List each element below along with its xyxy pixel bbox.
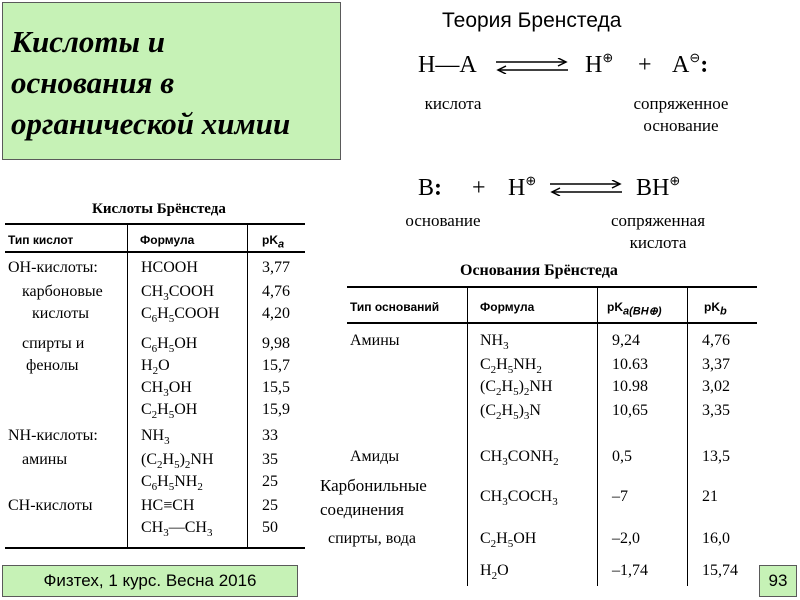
acids-row-pk: 15,5 xyxy=(262,379,290,396)
acids-row-formula: $NH_3$ xyxy=(141,427,170,448)
acids-row-pk: 33 xyxy=(262,427,278,444)
acids-row-type: карбоновые xyxy=(22,283,103,300)
bases-row-pka: 10,65 xyxy=(612,402,648,419)
eq1-plus: + xyxy=(638,52,652,78)
bases-row-pkb: 3,37 xyxy=(702,356,730,373)
acids-row-formula: $C_6H_5COOH$ xyxy=(141,305,220,326)
bases-header-pka: pK xyxy=(607,300,623,314)
title-line-1: Кислоты и xyxy=(11,24,166,59)
page-number: 93 xyxy=(759,565,797,597)
acids-row-pk: 25 xyxy=(262,473,278,490)
bases-row-pka: 10.98 xyxy=(612,378,648,395)
acids-row-formula: $C_6H_5OH$ xyxy=(141,335,198,356)
acids-header-type: Тип кислот xyxy=(8,233,74,247)
bases-header-pkb: pK xyxy=(704,300,720,314)
bases-table: Основания Брёнстеда Тип оснований Формула $pK_{a(BH\oplus)}$ $pK_b$ Амины $NH_3$ 9,24 4,76 $C_2H_5NH_2$ 10.63 3,37 $(C_2H_5)_2NH$ 10.98 3,02 $(C_2H_5)_3N$ 10,65 3,35 Амиды $CH_3CONH_2$ 0,5 13,5 Карбонильные соединения $CH_3COCH_3$ –7 21 спирты, вода $C_2H_5OH$ –2,0 16,0 $H_2O$ –1,74 15,74 xyxy=(312,258,762,588)
acids-header-formula: Формула xyxy=(140,233,195,247)
label-conj-acid-1: сопряженная xyxy=(610,211,706,230)
acids-row-pk: 35 xyxy=(262,451,278,468)
label-conj-base-1: сопряженное xyxy=(633,94,729,113)
acids-table-title: Кислоты Брёнстеда xyxy=(92,201,226,217)
eq1-a: A xyxy=(672,52,690,78)
acids-row-pk: 15,7 xyxy=(262,357,290,374)
bases-header-formula: Формула xyxy=(480,300,535,314)
acids-row-formula: $C_2H_5OH$ xyxy=(141,401,198,422)
equilibrium-arrow-2 xyxy=(548,180,624,196)
bases-row-type: Карбонильные xyxy=(320,476,427,495)
bases-row-pka: –7 xyxy=(612,488,628,505)
acids-row-formula: $C_6H_5NH_2$ xyxy=(141,473,203,494)
acids-row-pk: 4,76 xyxy=(262,283,290,300)
bases-row-formula: $C_2H_5OH$ xyxy=(480,530,537,551)
bases-row-formula: $(C_2H_5)_3N$ xyxy=(480,402,541,423)
bases-row-type: Амины xyxy=(350,332,400,349)
eq2-b: B xyxy=(418,175,435,201)
acids-row-formula: $CH_3COOH$ xyxy=(141,283,215,304)
label-base: основание xyxy=(405,211,481,230)
title-line-2: основания в xyxy=(11,65,175,100)
bases-row-pkb: 13,5 xyxy=(702,448,730,465)
eq1-h: H xyxy=(585,52,603,78)
acids-row-type: спирты и xyxy=(22,335,85,352)
bases-row-formula: $NH_3$ xyxy=(480,332,509,353)
acids-row-pk: 15,9 xyxy=(262,401,290,418)
footer-label: Физтех, 1 курс. Весна 2016 xyxy=(2,565,298,597)
label-conj-acid-2: кислота xyxy=(629,233,687,252)
bases-row-formula: $(C_2H_5)_2NH$ xyxy=(480,378,553,399)
acids-header-pk: pK xyxy=(262,233,278,247)
eq2-h: H xyxy=(508,175,526,201)
acids-row-type: NH-кислоты: xyxy=(8,427,98,444)
bases-row-pka: 0,5 xyxy=(612,448,632,465)
bases-row-pka: 9,24 xyxy=(612,332,640,349)
bases-header-type: Тип оснований xyxy=(350,300,440,314)
bases-row-formula: $C_2H_5NH_2$ xyxy=(480,356,542,377)
equilibrium-arrow-1 xyxy=(494,58,570,74)
bases-row-type: соединения xyxy=(320,500,404,519)
theory-heading: Теория Бренстеда xyxy=(442,9,622,32)
bases-row-pkb: 4,76 xyxy=(702,332,730,349)
acids-row-pk: 9,98 xyxy=(262,335,290,352)
title-box xyxy=(2,2,341,160)
plus-charge-icon-2: ⊕ xyxy=(525,173,537,188)
acids-table: Кислоты Брёнстеда Тип кислот Формула $pK_a$ OH-кислоты: HCOOH 3,77 карбоновые $CH_3COOH$ 4,76 кислоты $C_6H_5COOH$ 4,20 спирты и $C_6H_5OH$ 9,98 фенолы $H_2O$ 15,7 $CH_3OH$ 15,5 $C_2H_5OH$ 15,9 NH-кислоты: $NH_3$ 33 амины $(C_2H_5)_2NH$ 35 $C_6H_5NH_2$ 25 CH-кислоты HC≡CH 25 $CH_3—CH_3$ 50 xyxy=(0,195,310,555)
bases-row-formula: $H_2O$ xyxy=(480,562,509,583)
acids-row-pk: 3,77 xyxy=(262,259,290,276)
plus-charge-icon-3: ⊕ xyxy=(669,173,681,188)
label-conj-base-2: основание xyxy=(643,116,719,135)
title-line-3: органической химии xyxy=(11,106,291,141)
eq1-left: H—A xyxy=(418,52,477,78)
bases-row-pka: –1,74 xyxy=(612,562,648,579)
acids-row-formula: $H_2O$ xyxy=(141,357,170,378)
bases-row-pkb: 21 xyxy=(702,488,718,505)
bases-row-formula: $CH_3CONH_2$ xyxy=(480,448,559,469)
bases-row-pkb: 15,74 xyxy=(702,562,738,579)
bases-row-pka: 10.63 xyxy=(612,356,648,373)
acids-row-type: фенолы xyxy=(26,357,79,374)
bases-row-pkb: 3,02 xyxy=(702,378,730,395)
bases-row-formula: $CH_3COCH_3$ xyxy=(480,488,558,509)
acids-row-type: амины xyxy=(22,451,68,468)
bases-row-type: спирты, вода xyxy=(328,530,416,547)
bases-row-pkb: 3,35 xyxy=(702,402,730,419)
label-acid: кислота xyxy=(424,94,482,113)
acids-row-formula: $(C_2H_5)_2NH$ xyxy=(141,451,214,472)
eq2-bh: BH xyxy=(636,175,670,201)
bases-row-type: Амиды xyxy=(350,448,400,465)
acids-row-formula: HCOOH xyxy=(141,259,198,276)
eq2-plus: + xyxy=(472,175,486,201)
minus-charge-icon: ⊖ xyxy=(689,50,701,65)
acids-row-pk: 50 xyxy=(262,519,278,536)
bases-row-pka: –2,0 xyxy=(612,530,640,547)
acids-row-pk: 25 xyxy=(262,497,278,514)
acids-row-formula: $CH_3—CH_3$ xyxy=(141,519,213,540)
acids-row-type: OH-кислоты: xyxy=(8,259,98,276)
acids-row-type: кислоты xyxy=(32,305,89,322)
acids-row-pk: 4,20 xyxy=(262,305,290,322)
plus-charge-icon: ⊕ xyxy=(602,50,614,65)
acids-row-type: CH-кислоты xyxy=(8,497,93,514)
acids-row-formula: $CH_3OH$ xyxy=(141,379,192,400)
acids-row-formula: HC≡CH xyxy=(141,497,195,514)
bases-table-title: Основания Брёнстеда xyxy=(460,262,618,279)
bases-row-pkb: 16,0 xyxy=(702,530,730,547)
